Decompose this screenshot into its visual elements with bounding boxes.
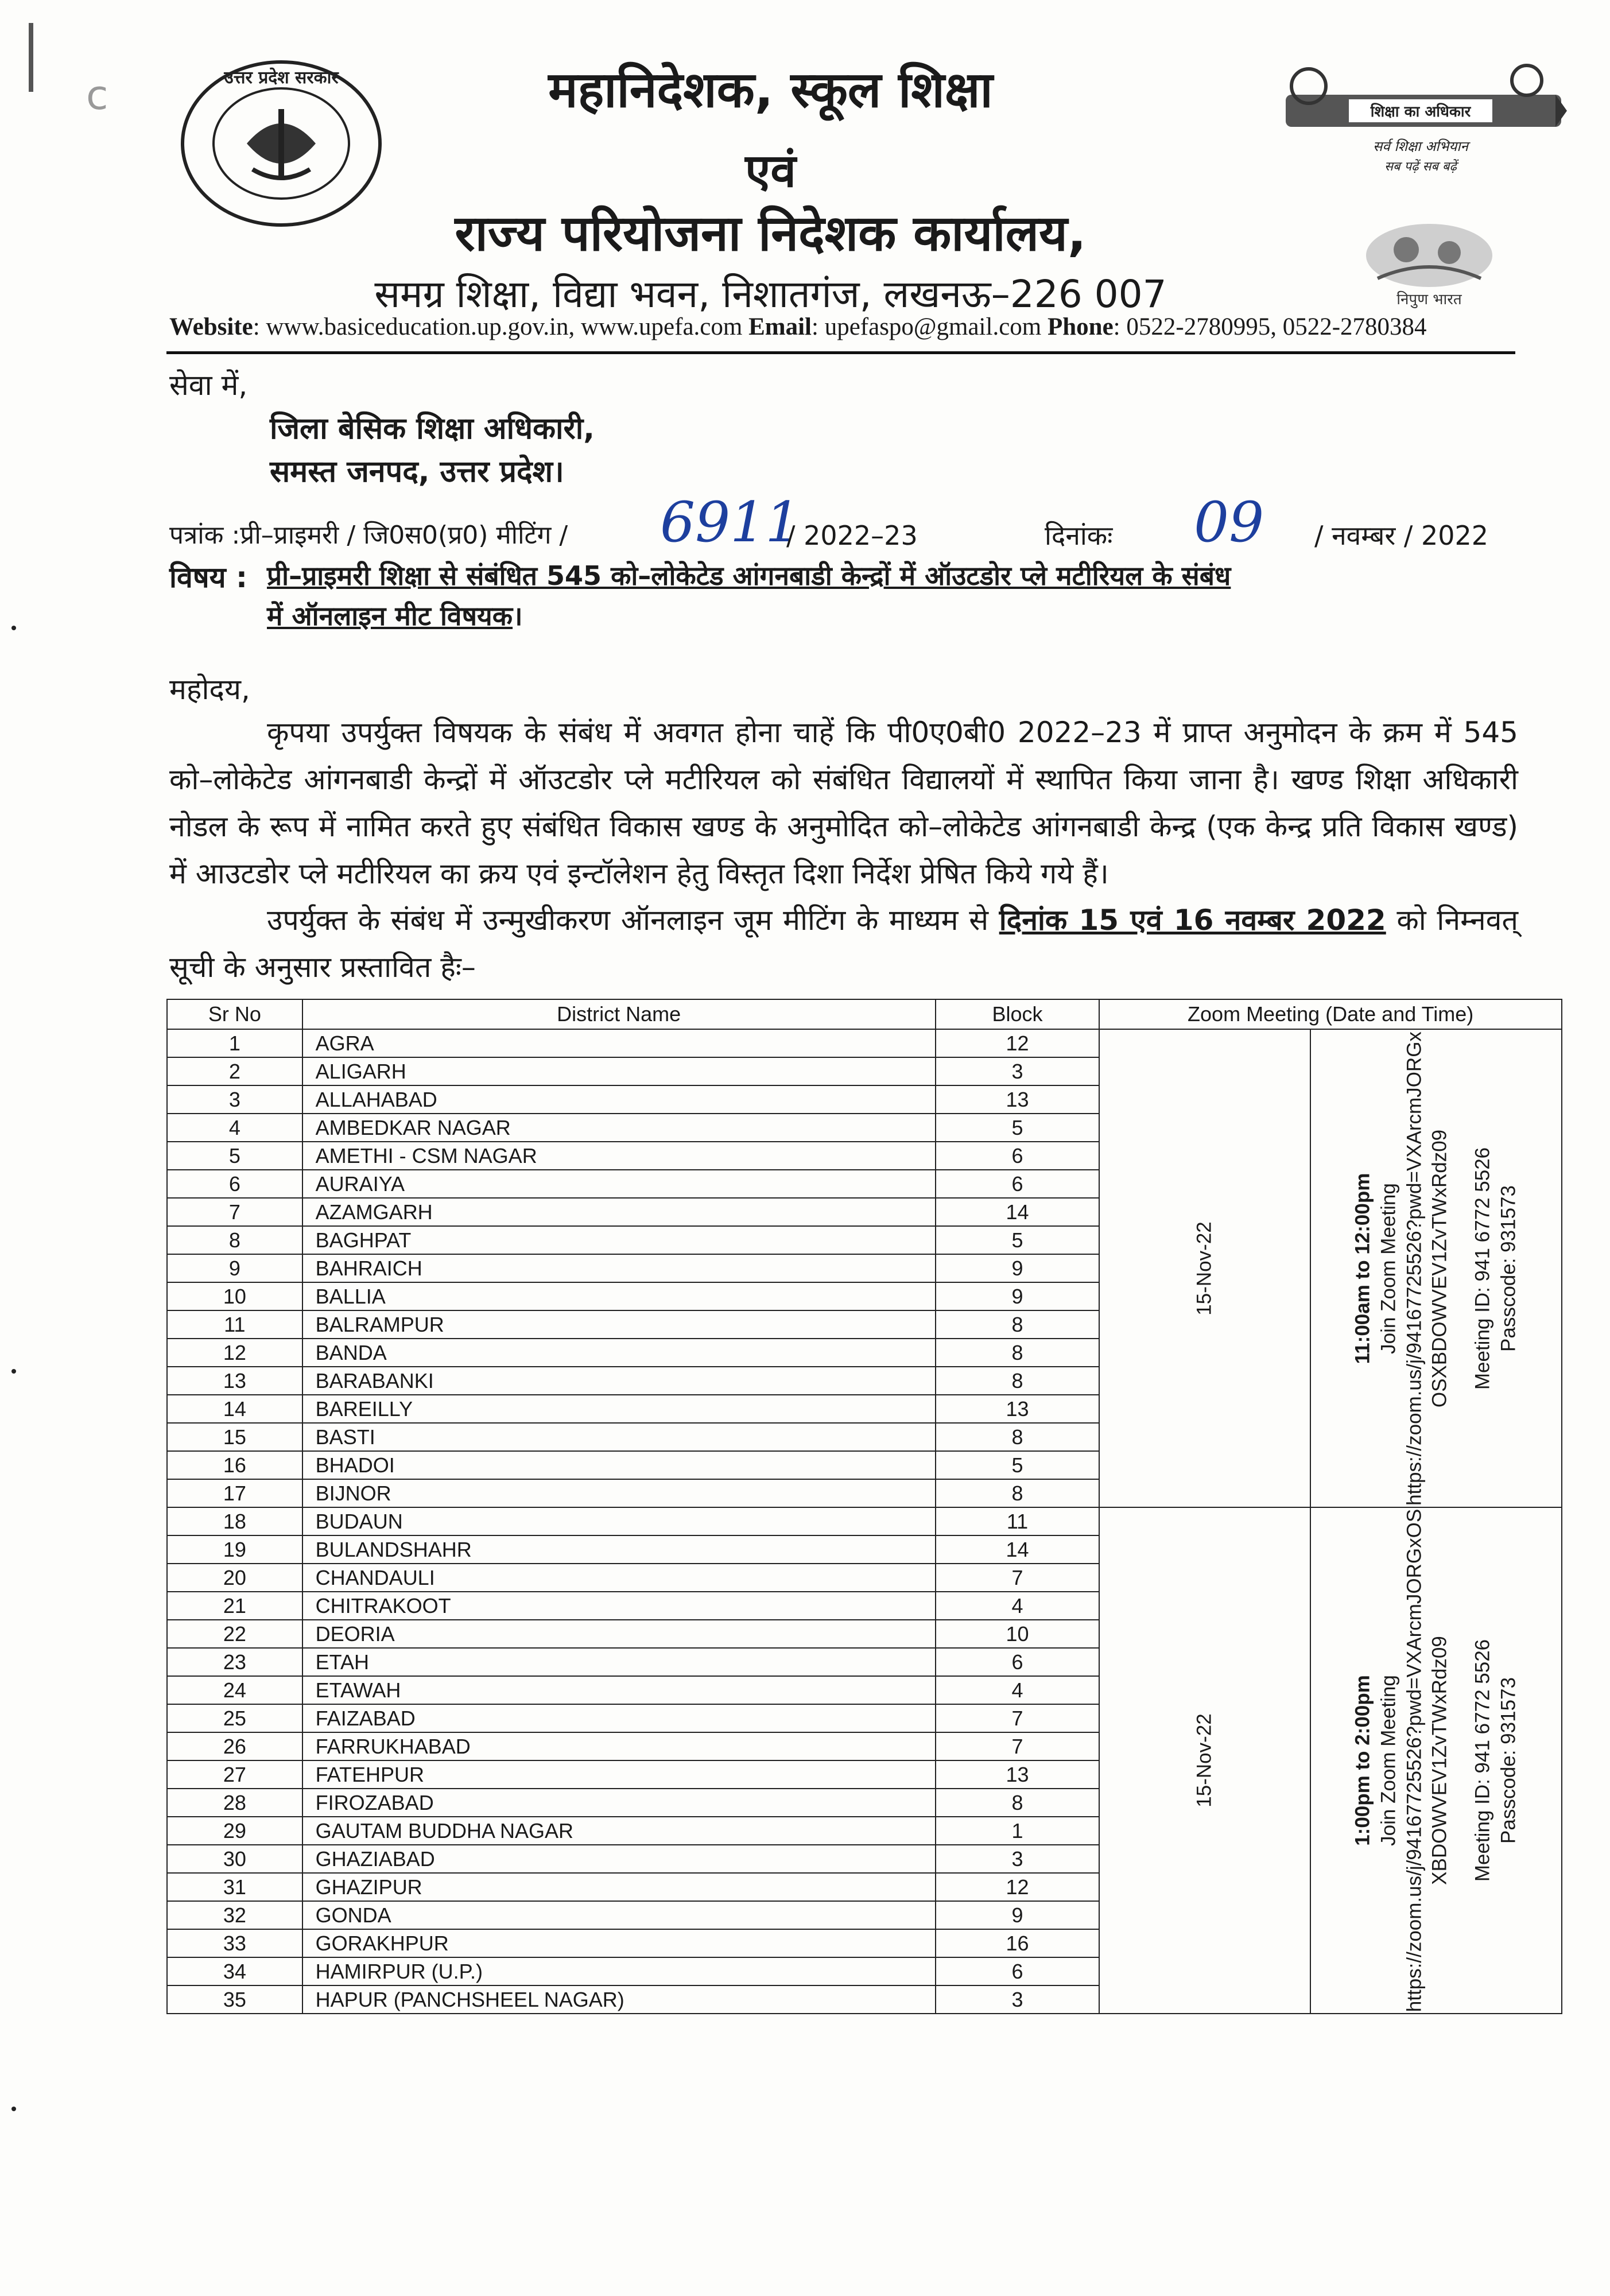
body-paragraph-1: कृपया उपर्युक्त विषयक के संबंध में अवगत होना चाहें कि पी0ए0बी0 2022–23 में प्राप्त अनुमोदन के क्रम में 545 को–लोकेटेड आंगनबाडी केन्द्रों में ऑउटडोर प्ले मटीरियल को संबंधित विद्यालयों में स्थापित किया जाना है। खण्ड शिक्षा अधिकारी नोडल के रूप में नामित करते हुए संबंधित विकास खण्ड के अनुमोदित को–लोकेटेड आंगनबाडी केन्द्र (एक केन्द्र प्रति विकास खण्ड) में आउटडोर प्ले मटीरियल का क्रय एवं इन्टॉलेशन हेतु विस्तृत दिशा निर्देश प्रेषित किये गये हैं। <box>169 716 1518 890</box>
block-count-cell: 5 <box>936 1451 1100 1479</box>
block-count-cell: 9 <box>936 1901 1100 1929</box>
header-sr-no: Sr No <box>167 999 302 1029</box>
block-count-cell: 13 <box>936 1395 1100 1423</box>
svg-text:निपुण भारत: निपुण भारत <box>1396 291 1462 308</box>
sr-no-cell: 22 <box>167 1620 302 1648</box>
district-name-cell: BIJNOR <box>302 1479 936 1507</box>
meeting-details-cell <box>1310 1029 1562 1507</box>
meeting-time: 1:00pm to 2:00pm <box>1351 1675 1374 1846</box>
para2-end: को निम्नवत् सूची के अनुसार प्रस्तावित हैः– <box>169 903 1518 984</box>
district-name-cell: FIROZABAD <box>302 1789 936 1817</box>
district-name-cell: GHAZIABAD <box>302 1845 936 1873</box>
district-name-cell: FAIZABAD <box>302 1704 936 1732</box>
meeting-passcode: Passcode: 931573 <box>1497 1185 1520 1352</box>
block-count-cell: 14 <box>936 1535 1100 1564</box>
district-name-cell: AMETHI - CSM NAGAR <box>302 1142 936 1170</box>
zoom-link-part2[interactable]: OSXBDOWVEV1ZvTWxRdz09 <box>1429 1129 1452 1407</box>
district-name-cell: HAMIRPUR (U.P.) <box>302 1957 936 1985</box>
zoom-link-part2[interactable]: XBDOWVEV1ZvTWxRdz09 <box>1429 1636 1452 1885</box>
sr-no-cell: 19 <box>167 1535 302 1564</box>
meeting-id: Meeting ID: 941 6772 5526 <box>1472 1147 1495 1390</box>
district-name-cell: CHITRAKOOT <box>302 1592 936 1620</box>
district-name-cell: GORAKHPUR <box>302 1929 936 1957</box>
block-count-cell: 6 <box>936 1957 1100 1985</box>
sr-no-cell: 28 <box>167 1789 302 1817</box>
meeting-date: 15-Nov-22 <box>1193 1221 1216 1316</box>
sr-no-cell: 1 <box>167 1029 302 1057</box>
header-block: Block <box>936 999 1100 1029</box>
block-count-cell: 8 <box>936 1789 1100 1817</box>
sr-no-cell: 6 <box>167 1170 302 1198</box>
sr-no-cell: 11 <box>167 1310 302 1339</box>
contact-line: Website: www.basiceducation.up.gov.in, www.upefa.com Email: upefaspo@gmail.com Phone: 0522-2780995, 0522-2780384 <box>169 313 1427 340</box>
district-name-cell: BANDA <box>302 1339 936 1367</box>
nipun-bharat-logo <box>1343 215 1515 313</box>
district-name-cell: GONDA <box>302 1901 936 1929</box>
block-count-cell: 11 <box>936 1507 1100 1535</box>
district-meeting-table <box>166 999 1562 2014</box>
district-name-cell: BALLIA <box>302 1282 936 1310</box>
block-count-cell: 7 <box>936 1704 1100 1732</box>
sr-no-cell: 33 <box>167 1929 302 1957</box>
header-divider <box>166 351 1515 354</box>
letter-number-handwritten: 6911 <box>660 490 801 554</box>
sr-no-cell: 7 <box>167 1198 302 1226</box>
sr-no-cell: 29 <box>167 1817 302 1845</box>
district-name-cell: GAUTAM BUDDHA NAGAR <box>302 1817 936 1845</box>
scan-speck <box>11 626 16 630</box>
block-count-cell: 12 <box>936 1873 1100 1901</box>
sr-no-cell: 30 <box>167 1845 302 1873</box>
sr-no-cell: 24 <box>167 1676 302 1704</box>
block-count-cell: 9 <box>936 1254 1100 1282</box>
district-name-cell: BUDAUN <box>302 1507 936 1535</box>
sr-no-cell: 21 <box>167 1592 302 1620</box>
org-title-line1: महानिदेशक, स्कूल शिक्षा <box>548 61 993 119</box>
block-count-cell: 10 <box>936 1620 1100 1648</box>
table-row <box>167 1507 1562 1535</box>
block-count-cell: 6 <box>936 1170 1100 1198</box>
svg-text:सर्व शिक्षा अभियान: सर्व शिक्षा अभियान <box>1373 138 1468 154</box>
sr-no-cell: 25 <box>167 1704 302 1732</box>
header-district-name: District Name <box>302 999 936 1029</box>
meeting-time: 11:00am to 12:00pm <box>1351 1173 1374 1364</box>
district-name-cell: BAHRAICH <box>302 1254 936 1282</box>
scan-speck <box>11 2107 16 2111</box>
block-count-cell: 13 <box>936 1760 1100 1789</box>
district-name-cell: ETAWAH <box>302 1676 936 1704</box>
sr-no-cell: 31 <box>167 1873 302 1901</box>
sr-no-cell: 26 <box>167 1732 302 1760</box>
nipun-logo-icon <box>1343 215 1515 313</box>
meeting-date: 15-Nov-22 <box>1193 1713 1216 1808</box>
sr-no-cell: 5 <box>167 1142 302 1170</box>
meeting-id: Meeting ID: 941 6772 5526 <box>1472 1639 1495 1882</box>
sr-no-cell: 35 <box>167 1985 302 2014</box>
svg-text:सब पढ़ें सब बढ़ें: सब पढ़ें सब बढ़ें <box>1384 160 1457 174</box>
block-count-cell: 4 <box>936 1676 1100 1704</box>
table-header-row <box>167 999 1562 1029</box>
meeting-details <box>1351 1509 1522 2012</box>
sr-no-cell: 16 <box>167 1451 302 1479</box>
scan-speck <box>11 1369 16 1374</box>
district-name-cell: AZAMGARH <box>302 1198 936 1226</box>
scan-mark-c: c <box>86 72 108 119</box>
meeting-passcode: Passcode: 931573 <box>1497 1677 1520 1844</box>
block-count-cell: 14 <box>936 1198 1100 1226</box>
para2-start: उपर्युक्त के संबंध में उन्मुखीकरण ऑनलाइन जूम मीटिंग के माध्यम से <box>267 903 989 937</box>
block-count-cell: 8 <box>936 1367 1100 1395</box>
district-name-cell: AMBEDKAR NAGAR <box>302 1114 936 1142</box>
org-title-line2: एवं <box>745 144 796 197</box>
letter-day-handwritten: 09 <box>1194 490 1264 554</box>
header-zoom-meeting: Zoom Meeting (Date and Time) <box>1099 999 1562 1029</box>
block-count-cell: 5 <box>936 1114 1100 1142</box>
subject-line2: में ऑनलाइन मीट विषयक <box>267 600 513 631</box>
block-count-cell: 3 <box>936 1845 1100 1873</box>
district-name-cell: DEORIA <box>302 1620 936 1648</box>
svg-text:शिक्षा का अधिकार: शिक्षा का अधिकार <box>1370 103 1471 121</box>
district-name-cell: GHAZIPUR <box>302 1873 936 1901</box>
block-count-cell: 8 <box>936 1339 1100 1367</box>
sr-no-cell: 10 <box>167 1282 302 1310</box>
sr-no-cell: 12 <box>167 1339 302 1367</box>
org-address: समग्र शिक्षा, विद्या भवन, निशातगंज, लखनऊ–226 007 <box>374 272 1167 316</box>
sr-no-cell: 23 <box>167 1648 302 1676</box>
block-count-cell: 8 <box>936 1479 1100 1507</box>
block-count-cell: 1 <box>936 1817 1100 1845</box>
table-row <box>167 1029 1562 1057</box>
letter-month-year: / नवम्बर / 2022 <box>1314 520 1489 551</box>
district-name-cell: BULANDSHAHR <box>302 1535 936 1564</box>
district-name-cell: BALRAMPUR <box>302 1310 936 1339</box>
sr-no-cell: 32 <box>167 1901 302 1929</box>
sr-no-cell: 8 <box>167 1226 302 1254</box>
block-count-cell: 6 <box>936 1648 1100 1676</box>
block-count-cell: 8 <box>936 1310 1100 1339</box>
block-count-cell: 13 <box>936 1085 1100 1114</box>
org-title-line3: राज्य परियोजना निदेशक कार्यालय, <box>455 205 1087 262</box>
district-name-cell: BAGHPAT <box>302 1226 936 1254</box>
join-zoom-label: Join Zoom Meeting <box>1377 1182 1400 1354</box>
sr-no-cell: 17 <box>167 1479 302 1507</box>
salutation: सेवा में, <box>169 369 248 402</box>
district-name-cell: ETAH <box>302 1648 936 1676</box>
sr-no-cell: 14 <box>167 1395 302 1423</box>
sr-no-cell: 27 <box>167 1760 302 1789</box>
district-name-cell: ALIGARH <box>302 1057 936 1085</box>
district-name-cell: ALLAHABAD <box>302 1085 936 1114</box>
district-name-cell: BASTI <box>302 1423 936 1451</box>
rte-logo-icon <box>1274 55 1567 181</box>
sr-no-cell: 15 <box>167 1423 302 1451</box>
sr-no-cell: 18 <box>167 1507 302 1535</box>
subject-end: । <box>513 600 523 631</box>
sr-no-cell: 4 <box>167 1114 302 1142</box>
meeting-date-cell <box>1099 1507 1310 2014</box>
block-count-cell: 7 <box>936 1564 1100 1592</box>
patrank-label: पत्रांक :प्री–प्राइमरी / जि0स0(प्र0) मीटिंग / <box>169 521 568 550</box>
district-name-cell: FATEHPUR <box>302 1760 936 1789</box>
sr-no-cell: 2 <box>167 1057 302 1085</box>
block-count-cell: 4 <box>936 1592 1100 1620</box>
meeting-dates: दिनांक 15 एवं 16 नवम्बर 2022 <box>999 903 1386 937</box>
block-count-cell: 8 <box>936 1423 1100 1451</box>
sr-no-cell: 34 <box>167 1957 302 1985</box>
sr-no-cell: 20 <box>167 1564 302 1592</box>
block-count-cell: 7 <box>936 1732 1100 1760</box>
district-name-cell: AGRA <box>302 1029 936 1057</box>
sarva-shiksha-logo <box>1274 55 1567 181</box>
subject-label: विषय : <box>169 561 248 594</box>
meeting-date-cell <box>1099 1029 1310 1507</box>
district-name-cell: BAREILLY <box>302 1395 936 1423</box>
district-name-cell: AURAIYA <box>302 1170 936 1198</box>
join-zoom-label: Join Zoom Meeting <box>1377 1675 1400 1846</box>
district-name-cell: BHADOI <box>302 1451 936 1479</box>
block-count-cell: 12 <box>936 1029 1100 1057</box>
sr-no-cell: 9 <box>167 1254 302 1282</box>
block-count-cell: 9 <box>936 1282 1100 1310</box>
district-name-cell: HAPUR (PANCHSHEEL NAGAR) <box>302 1985 936 2014</box>
block-count-cell: 3 <box>936 1057 1100 1085</box>
zoom-link-part1[interactable]: https://zoom.us/j/94167725526?pwd=VXArcmJORGx <box>1403 1031 1426 1506</box>
meeting-details-cell <box>1310 1507 1562 2014</box>
subject-line1: प्री–प्राइमरी शिक्षा से संबंधित 545 को–लोकेटेड आंगनबाडी केन्द्रों में ऑउटडोर प्ले मटीरियल के संबंध <box>267 560 1231 591</box>
subject-line2-wrap <box>267 600 523 633</box>
letter-year: / 2022–23 <box>786 520 918 551</box>
block-count-cell: 6 <box>936 1142 1100 1170</box>
district-name-cell: BARABANKI <box>302 1367 936 1395</box>
sr-no-cell: 3 <box>167 1085 302 1114</box>
block-count-cell: 16 <box>936 1929 1100 1957</box>
zoom-link-part1[interactable]: https://zoom.us/j/94167725526?pwd=VXArcmJORGxOS <box>1403 1508 1426 2012</box>
seal-text: उत्तर प्रदेश सरकार <box>224 68 339 88</box>
block-count-cell: 5 <box>936 1226 1100 1254</box>
dinank-label: दिनांकः <box>1045 520 1113 551</box>
addressee-line1: जिला बेसिक शिक्षा अधिकारी, <box>270 412 595 446</box>
sr-no-cell: 13 <box>167 1367 302 1395</box>
district-name-cell: FARRUKHABAD <box>302 1732 936 1760</box>
district-name-cell: CHANDAULI <box>302 1564 936 1592</box>
greeting: महोदय, <box>169 673 250 706</box>
addressee-line2: समस्त जनपद, उत्तर प्रदेश। <box>270 455 564 489</box>
body-paragraph-2 <box>169 897 1518 991</box>
meeting-details <box>1351 1031 1522 1506</box>
block-count-cell: 3 <box>936 1985 1100 2014</box>
